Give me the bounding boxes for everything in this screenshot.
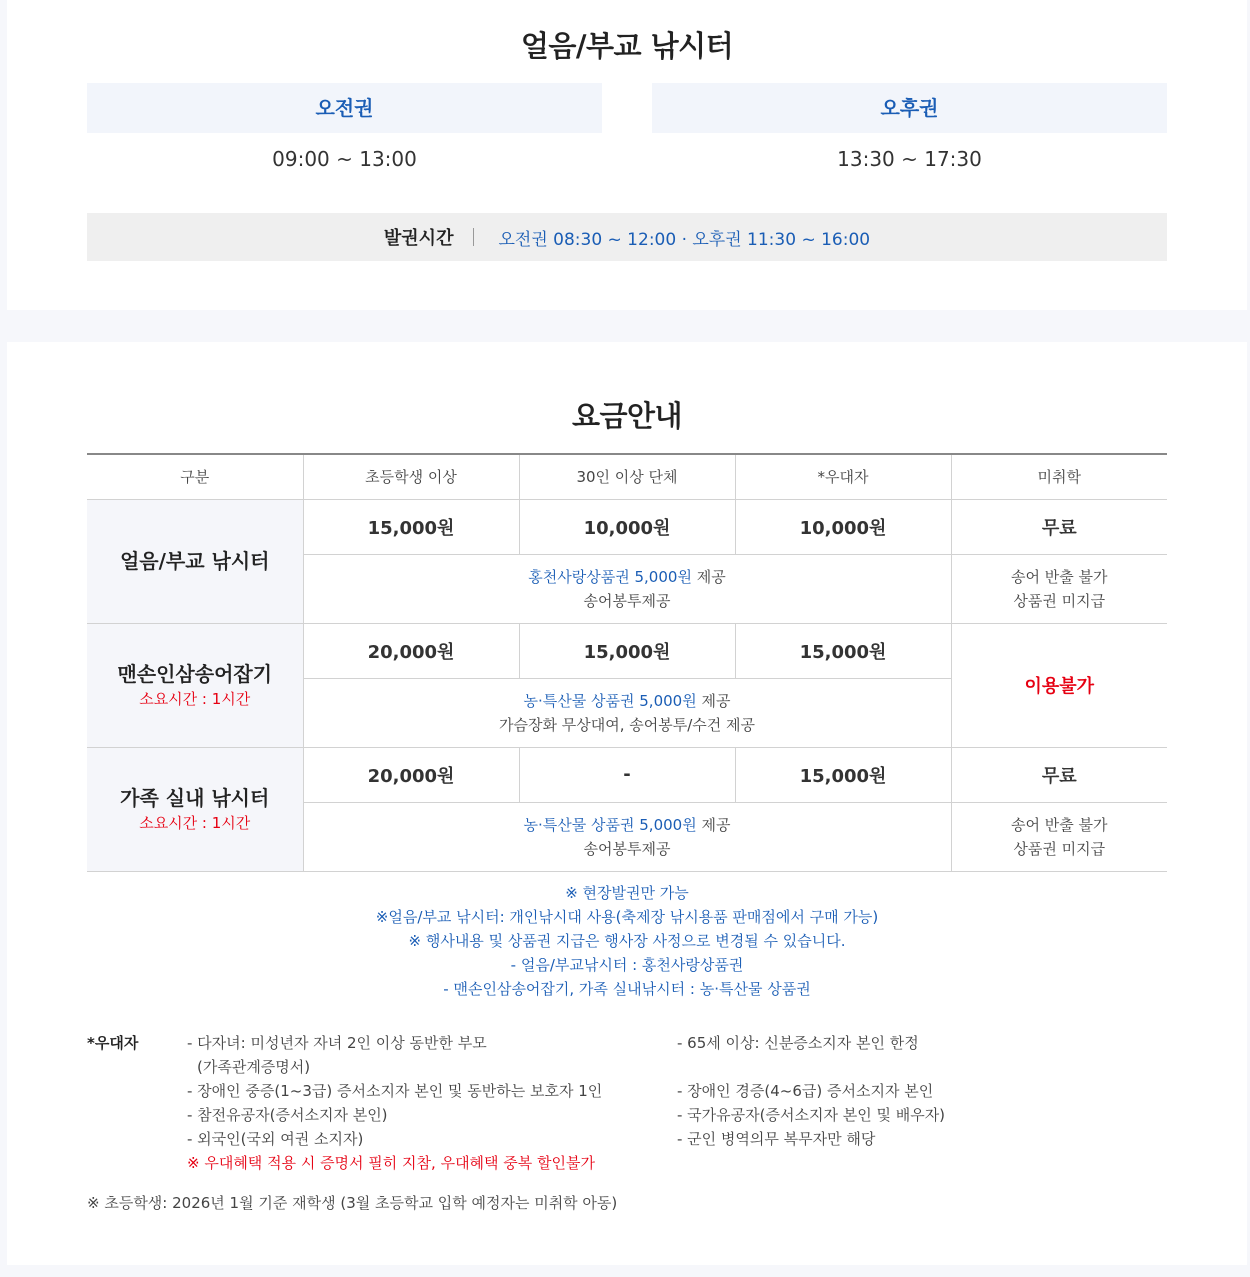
table-row (87, 499, 1167, 554)
morning-session-time: 09:00 ~ 13:00 (272, 147, 417, 171)
header-elementary: 초등학생 이상 (303, 454, 519, 499)
note-line: ※얼음/부교 낚시터: 개인낚시대 사용(축제장 낚시용품 판매점에서 구매 가능) (375, 908, 879, 926)
price-cell: 20,000원 (303, 747, 519, 802)
fees-section (7, 342, 1247, 1265)
price-cell: 20,000원 (303, 623, 519, 678)
preferential-item: (가족관계증명서) (197, 1058, 311, 1076)
price-cell: 10,000원 (735, 499, 951, 554)
preferential-item: - 참전유공자(증서소지자 본인) (187, 1106, 388, 1124)
activity-name: 얼음/부교 낚시터 (119, 549, 270, 573)
benefit-line2: 가슴장화 무상대여, 송어봉투/수건 제공 (499, 715, 755, 734)
price-cell: 15,000원 (303, 499, 519, 554)
price-cell: 15,000원 (735, 623, 951, 678)
table-header-row (87, 454, 1167, 499)
table-row (87, 623, 1167, 678)
preschool-note-line1: 송어 반출 불가 (1011, 815, 1108, 834)
preferential-warning: ※ 우대혜택 적용 시 증명서 필히 지참, 우대혜택 중복 할인불가 (187, 1154, 596, 1172)
voucher-text: 농·특산물 상품권 5,000원 (523, 815, 697, 834)
note-line: - 맨손인삼송어잡기, 가족 실내낚시터 : 농·특산물 상품권 (443, 980, 811, 998)
preschool-cell: 무료 (951, 499, 1167, 554)
afternoon-session-time: 13:30 ~ 17:30 (837, 147, 982, 171)
note-line: ※ 현장발권만 가능 (565, 884, 689, 902)
fee-notes (87, 881, 1167, 1001)
ticket-issue-bar (87, 213, 1167, 261)
preschool-unavailable: 이용불가 (951, 623, 1167, 747)
benefit-note (303, 554, 951, 623)
preferential-left-column (187, 1031, 677, 1175)
duration-note: 소요시간 : 1시간 (139, 690, 251, 708)
note-line: - 얼음/부교낚시터 : 홍천사랑상품권 (510, 956, 744, 974)
preferential-item: - 65세 이상: 신분증소지자 본인 한정 (677, 1034, 919, 1052)
preferential-item: - 국가유공자(증서소지자 본인 및 배우자) (677, 1106, 946, 1124)
fee-table (87, 453, 1167, 872)
preferential-item: - 외국인(국외 여권 소지자) (187, 1130, 364, 1148)
afternoon-session-label: 오후권 (652, 83, 1167, 133)
voucher-text: 홍천사랑상품권 5,000원 (528, 567, 692, 586)
spacer (677, 1055, 1167, 1079)
row-heading (87, 747, 303, 871)
preschool-note-line2: 상품권 미지급 (1013, 839, 1106, 858)
preschool-note-line1: 송어 반출 불가 (1011, 567, 1108, 586)
divider (473, 228, 474, 246)
voucher-text: 농·특산물 상품권 5,000원 (523, 691, 697, 710)
activity-name: 가족 실내 낚시터 (120, 786, 270, 810)
benefit-note (303, 678, 951, 747)
fees-title: 요금안내 (571, 399, 683, 433)
table-row (87, 747, 1167, 802)
row-heading (87, 499, 303, 623)
ticket-issue-label: 발권시간 (383, 228, 454, 249)
preferential-item: - 군인 병역의무 복무자만 해당 (677, 1130, 876, 1148)
preferential-item: - 장애인 중증(1~3급) 증서소지자 본인 및 동반하는 보호자 1인 (187, 1082, 603, 1100)
preschool-note (951, 802, 1167, 871)
preferential-item: - 다자녀: 미성년자 자녀 2인 이상 동반한 부모 (187, 1034, 487, 1052)
header-preschool: 미취학 (951, 454, 1167, 499)
header-category: 구분 (87, 454, 303, 499)
price-cell: - (519, 747, 735, 802)
preschool-note-line2: 상품권 미지급 (1013, 591, 1106, 610)
hours-section (7, 0, 1247, 310)
benefit-note (303, 802, 951, 871)
duration-note: 소요시간 : 1시간 (139, 814, 251, 832)
price-cell: 10,000원 (519, 499, 735, 554)
ticket-issue-times: 오전권 08:30 ~ 12:00 · 오후권 11:30 ~ 16:00 (498, 229, 871, 250)
benefit-line2: 송어봉투제공 (583, 591, 671, 610)
benefit-line2: 송어봉투제공 (583, 839, 671, 858)
footnote: ※ 초등학생: 2026년 1월 기준 재학생 (3월 초등학교 입학 예정자는 미취학 아동) (87, 1194, 618, 1212)
preschool-cell: 무료 (951, 747, 1167, 802)
price-cell: 15,000원 (735, 747, 951, 802)
voucher-suffix: 제공 (691, 567, 726, 586)
preschool-note (951, 554, 1167, 623)
preferential-item: - 장애인 경증(4~6급) 증서소지자 본인 (677, 1082, 934, 1100)
preferential-label: *우대자 (87, 1034, 139, 1052)
activity-name: 맨손인삼송어잡기 (117, 662, 273, 686)
note-line: ※ 행사내용 및 상품권 지급은 행사장 사정으로 변경될 수 있습니다. (408, 932, 846, 950)
preferential-right-column (677, 1031, 1167, 1151)
hours-title: 얼음/부교 낚시터 (520, 29, 734, 63)
voucher-suffix: 제공 (696, 815, 731, 834)
price-cell: 15,000원 (519, 623, 735, 678)
row-heading (87, 623, 303, 747)
voucher-suffix: 제공 (696, 691, 731, 710)
header-group: 30인 이상 단체 (519, 454, 735, 499)
header-preferential: *우대자 (735, 454, 951, 499)
morning-session-label: 오전권 (87, 83, 602, 133)
